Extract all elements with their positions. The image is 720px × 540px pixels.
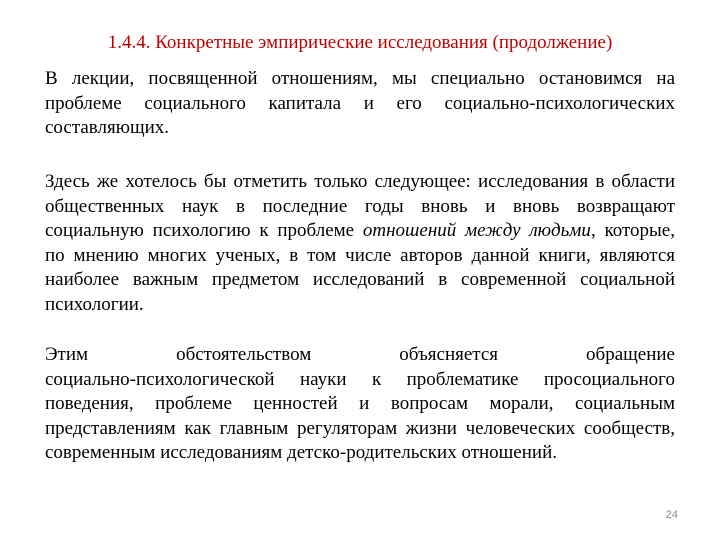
paragraph-line: поведения, проблеме ценностей и вопросам морали, социальным: [45, 393, 675, 414]
paragraph-prosocial: [45, 343, 675, 466]
paragraph-line: Этим обстоятельством объясняется обращение: [45, 344, 675, 365]
paragraph-line: современным исследованиям детско-родительских отношений.: [45, 442, 557, 463]
paragraph-line: по мнению многих ученых, в том числе авторов данной книги, являются: [45, 244, 675, 266]
paragraph-line: общественных наук в последние годы вновь и вновь возвращают: [45, 195, 675, 217]
emphasis-relations-between-people: отношений между людьми: [362, 220, 591, 241]
paragraph-line: представлениям как главным регуляторам жизни человеческих сообществ,: [45, 417, 675, 439]
paragraph-line: составляющих.: [45, 117, 169, 138]
paragraph-line: социально-психологической науки к проблематике просоциального: [45, 368, 675, 390]
paragraph-line: В лекции, посвященной отношениям, мы специально остановимся на: [45, 68, 675, 89]
paragraph-line: наиболее важным предметом исследований в современной социальной: [45, 269, 675, 290]
slide-title: 1.4.4. Конкретные эмпирические исследования (продолжение): [107, 32, 613, 53]
line-suffix: , которые,: [590, 220, 675, 241]
paragraph-line: проблеме социального капитала и его социально-психологических: [45, 92, 675, 114]
paragraph-line: Здесь же хотелось бы отметить только следующее: исследования в области: [45, 171, 675, 192]
paragraph-social-capital: [45, 67, 675, 141]
paragraph-line-with-emphasis: [45, 219, 675, 244]
paragraph-relations: [45, 170, 675, 317]
line-prefix: социальную психологию к проблеме: [45, 220, 363, 241]
page-number: 24: [665, 509, 678, 521]
paragraph-line: психологии.: [45, 293, 144, 315]
